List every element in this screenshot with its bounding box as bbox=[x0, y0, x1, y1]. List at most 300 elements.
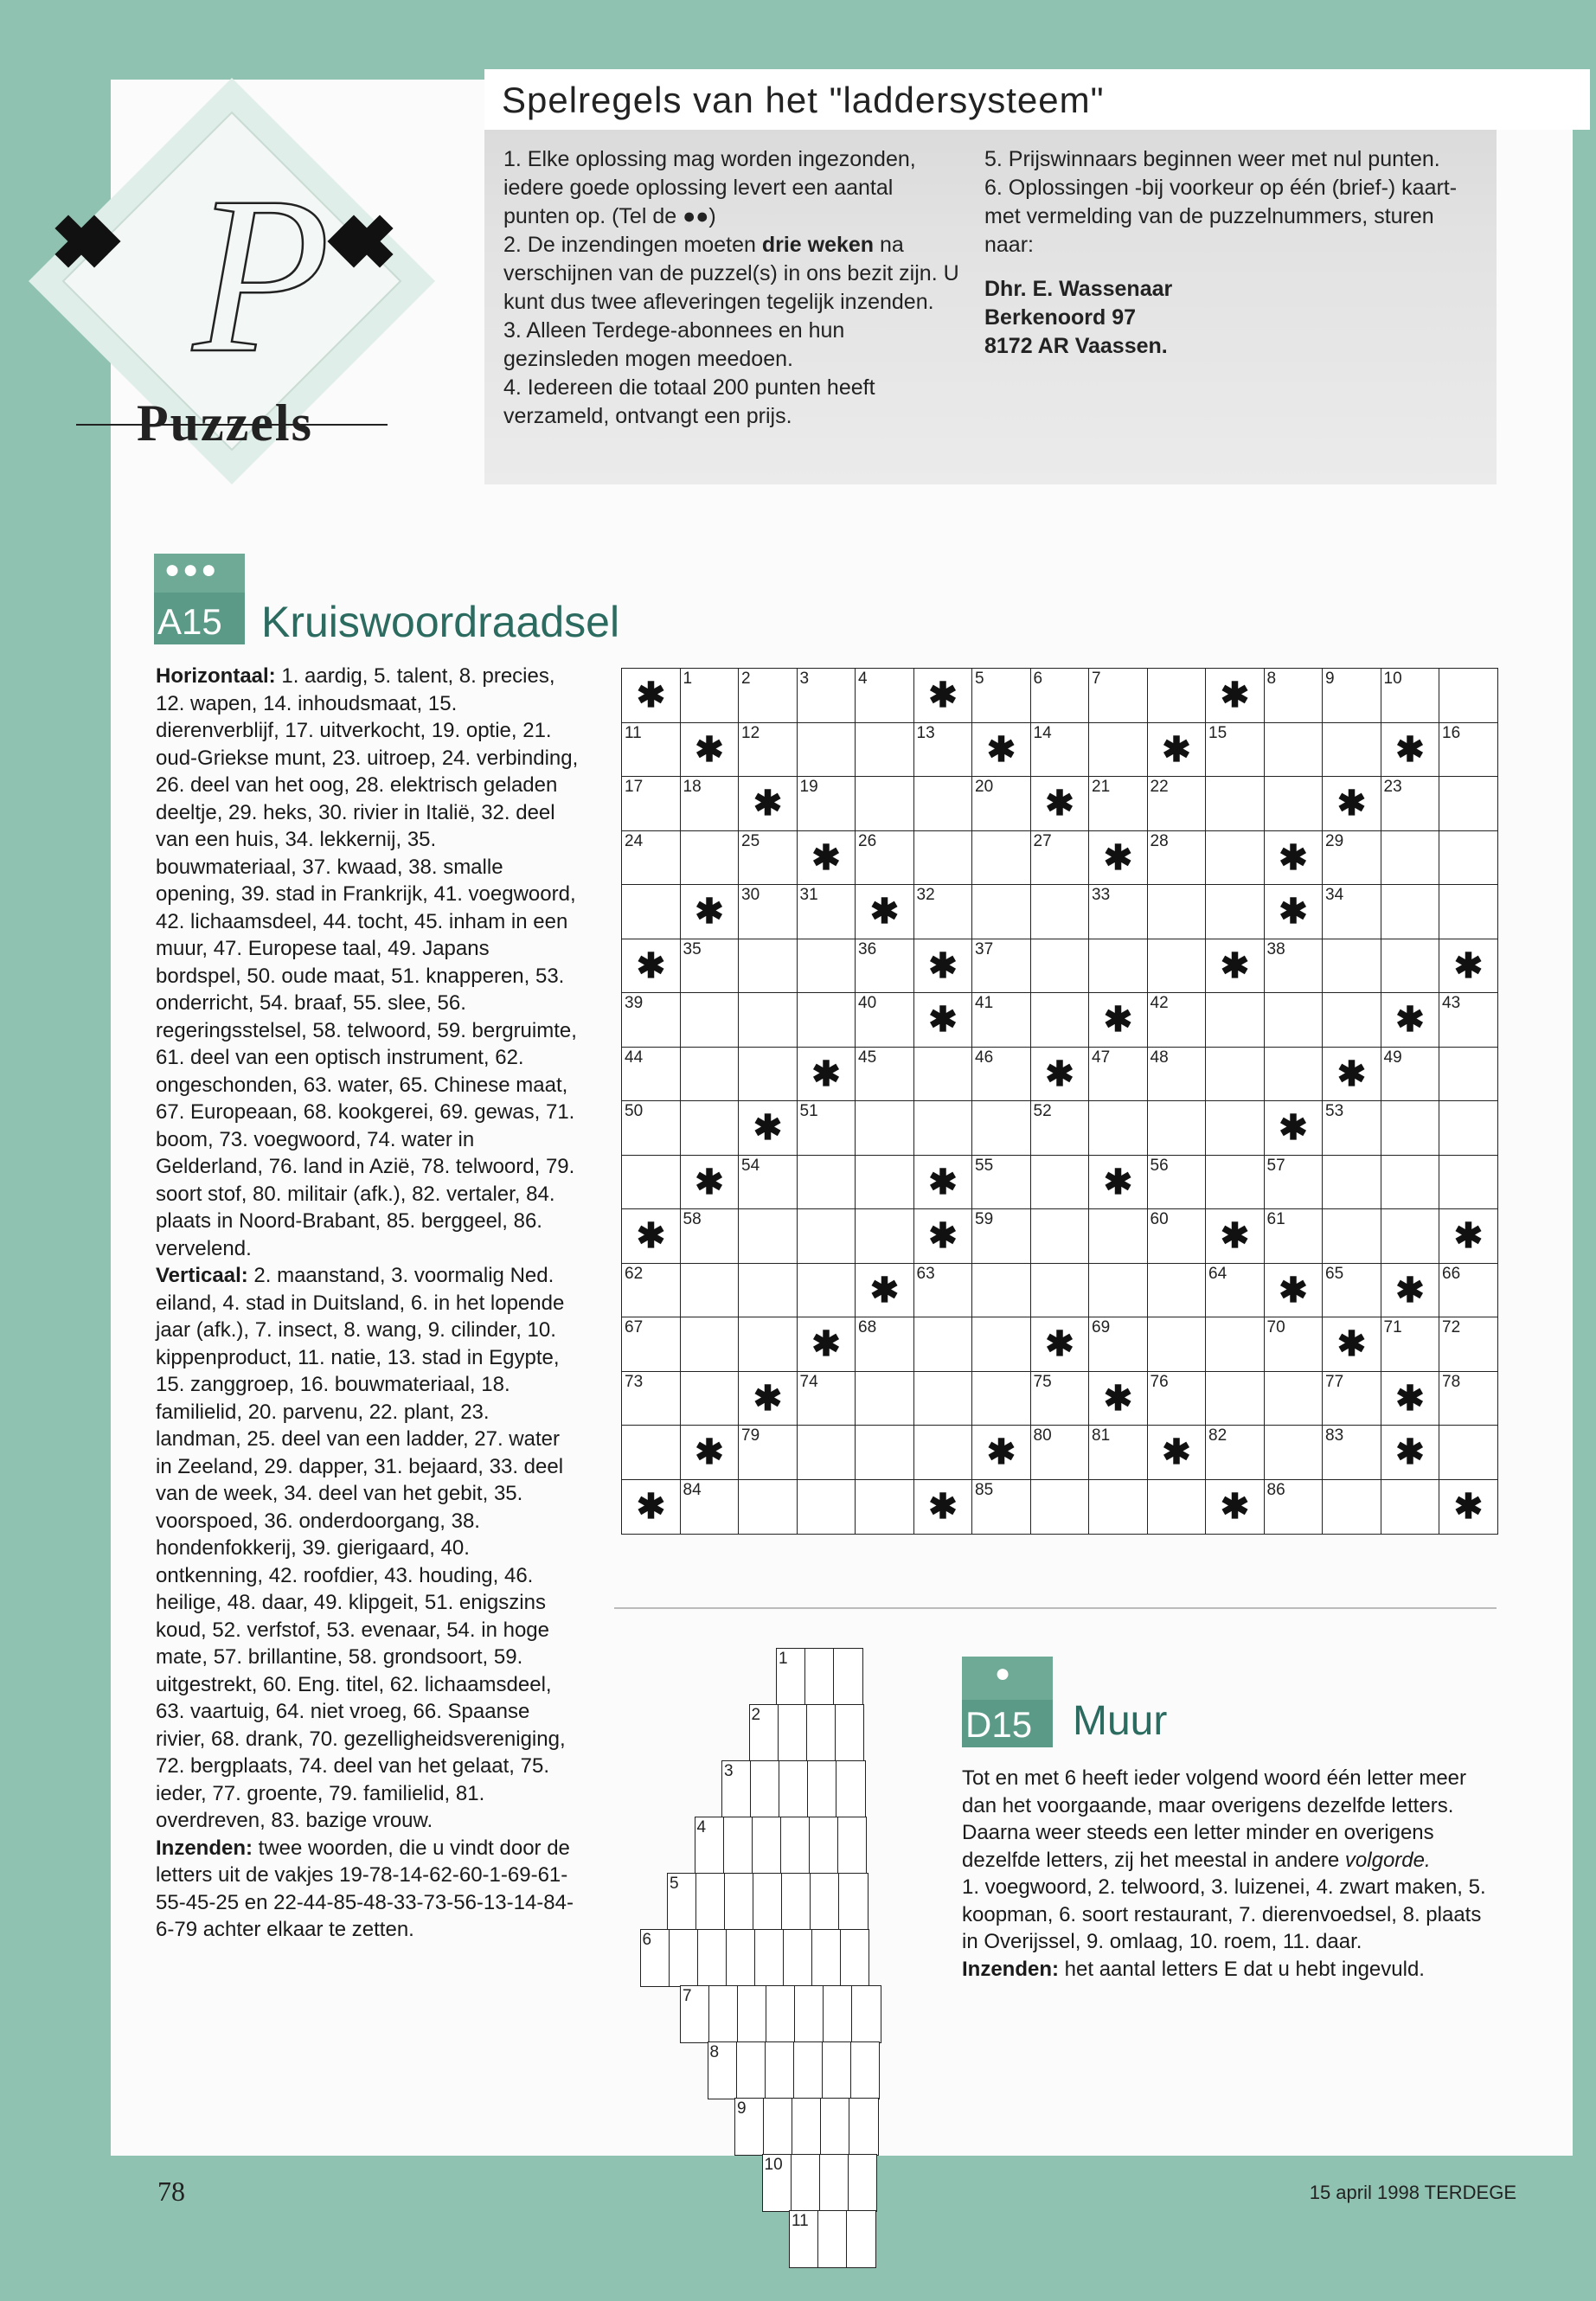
grid-cell bbox=[1439, 1155, 1498, 1210]
grid-cell bbox=[1439, 939, 1498, 994]
grid-cell bbox=[1088, 1371, 1148, 1426]
grid-cell bbox=[855, 884, 914, 939]
d15-clues: 1. voegwoord, 2. telwoord, 3. luizenei, 4. zwart maken, 5. koopman, 6. soort restaurant, 7. dierenvoedsel, 8. plaats in Overijssel, 9. omlaag, 10. roem, 11. daar. bbox=[962, 1875, 1486, 1953]
d15-instructions: Tot en met 6 heeft ieder volgend woord één letter meer dan het voorgaande, maar overigens dezelfde letters. Daarna weer steeds een letter minder en overigens dezelfde letters, zij het meestal in andere volgorde. 1. voegwoord, 2. telwoord, 3. luizenei, 4. zwart maken, 5. koopman, 6. soort restaurant, 7. dierenvoedsel, 8. plaats in Overijssel, 9. omlaag, 10. roem, 11. daar. Inzenden: het aantal letters E dat u hebt ingevuld. bbox=[962, 1766, 1486, 1981]
block-star-icon: ✱ bbox=[636, 1217, 666, 1255]
rule-dots: ●● bbox=[683, 204, 709, 228]
grid-cell bbox=[971, 776, 1031, 831]
block-star-icon: ✱ bbox=[1103, 1001, 1133, 1039]
grid-cell bbox=[1147, 1047, 1207, 1102]
cell-number: 24 bbox=[625, 831, 644, 850]
grid-cell bbox=[797, 1208, 856, 1264]
grid-cell bbox=[1322, 1317, 1381, 1372]
d15-difficulty-dots: ● bbox=[995, 1659, 1011, 1688]
grid-cell bbox=[621, 1100, 681, 1156]
grid-cell bbox=[1088, 1317, 1148, 1372]
grid-cell bbox=[855, 722, 914, 778]
grid-cell bbox=[1439, 1263, 1498, 1318]
grid-cell bbox=[1264, 1155, 1324, 1210]
wall-brick bbox=[848, 2154, 878, 2212]
grid-cell bbox=[1030, 1479, 1090, 1535]
grid-cell bbox=[1322, 830, 1381, 886]
grid-cell bbox=[1030, 1047, 1090, 1102]
wall-brick bbox=[840, 1929, 870, 1987]
grid-cell bbox=[1439, 992, 1498, 1048]
wall-row-number: 3 bbox=[724, 1762, 734, 1780]
cell-number: 4 bbox=[858, 670, 868, 688]
grid-cell bbox=[1381, 1263, 1440, 1318]
cell-number: 13 bbox=[916, 723, 935, 742]
grid-cell bbox=[1147, 1425, 1207, 1480]
grid-cell bbox=[1264, 830, 1324, 886]
cell-number: 57 bbox=[1266, 1156, 1285, 1175]
cell-number: 84 bbox=[683, 1480, 702, 1499]
grid-cell bbox=[1264, 884, 1324, 939]
cell-number: 33 bbox=[1092, 886, 1111, 904]
grid-cell bbox=[1147, 1479, 1207, 1535]
block-star-icon: ✱ bbox=[986, 1433, 1016, 1471]
grid-cell bbox=[1264, 1317, 1324, 1372]
block-star-icon: ✱ bbox=[1103, 838, 1133, 877]
cell-number: 9 bbox=[1325, 670, 1335, 688]
wall-brick bbox=[820, 2098, 850, 2156]
cell-number: 73 bbox=[625, 1372, 644, 1391]
grid-cell bbox=[1030, 668, 1090, 723]
block-star-icon: ✱ bbox=[928, 1217, 958, 1255]
grid-cell bbox=[738, 776, 798, 831]
cell-number: 72 bbox=[1442, 1318, 1461, 1336]
grid-cell bbox=[1088, 830, 1148, 886]
grid-cell bbox=[913, 1425, 973, 1480]
cell-number: 6 bbox=[1033, 670, 1043, 688]
rule-3: 3. Alleen Terdege-abonnees en hun gezinsleden mogen meedoen. bbox=[503, 318, 845, 371]
wall-brick bbox=[837, 1817, 868, 1875]
wall-brick bbox=[836, 1760, 866, 1818]
block-star-icon: ✱ bbox=[1279, 1271, 1308, 1310]
grid-cell bbox=[738, 1425, 798, 1480]
cell-number: 56 bbox=[1150, 1156, 1169, 1175]
block-star-icon: ✱ bbox=[1453, 946, 1484, 985]
cell-number: 39 bbox=[625, 994, 644, 1012]
wall-row-number: 11 bbox=[792, 2212, 809, 2230]
wall-brick bbox=[723, 1817, 753, 1875]
grid-cell bbox=[855, 1425, 914, 1480]
grid-cell bbox=[797, 830, 856, 886]
grid-cell bbox=[1322, 992, 1381, 1048]
block-star-icon: ✱ bbox=[1336, 1325, 1367, 1363]
wall-brick bbox=[750, 1760, 780, 1818]
grid-cell bbox=[913, 776, 973, 831]
grid-cell bbox=[1381, 884, 1440, 939]
wall-brick bbox=[810, 1873, 840, 1931]
grid-cell bbox=[971, 1208, 1031, 1264]
grid-cell bbox=[797, 939, 856, 994]
d15-title: Muur bbox=[1073, 1698, 1168, 1744]
wall-brick bbox=[765, 2041, 795, 2099]
wall-brick bbox=[822, 2041, 852, 2099]
grid-cell bbox=[1147, 830, 1207, 886]
wall-brick bbox=[804, 1648, 835, 1706]
grid-cell bbox=[797, 776, 856, 831]
cell-number: 48 bbox=[1150, 1048, 1169, 1067]
wall-brick bbox=[833, 1648, 863, 1706]
cell-number: 18 bbox=[683, 778, 702, 796]
grid-cell bbox=[971, 1263, 1031, 1318]
wall-brick bbox=[708, 1985, 739, 2043]
rule-1: 1. Elke oplossing mag worden ingezonden, iedere goede oplossing levert een aantal punten op. (Tel de ●●) bbox=[503, 147, 916, 228]
cell-number: 11 bbox=[625, 723, 642, 742]
grid-cell bbox=[1264, 1371, 1324, 1426]
wall-brick bbox=[835, 1704, 865, 1762]
cell-number: 12 bbox=[741, 723, 760, 742]
grid-cell bbox=[1439, 1100, 1498, 1156]
wall-brick bbox=[807, 1760, 837, 1818]
cell-number: 75 bbox=[1033, 1372, 1052, 1391]
cell-number: 79 bbox=[741, 1426, 760, 1445]
grid-cell bbox=[1381, 1425, 1440, 1480]
grid-cell bbox=[913, 722, 973, 778]
cell-number: 46 bbox=[975, 1048, 994, 1067]
block-star-icon: ✱ bbox=[1336, 785, 1367, 823]
grid-cell bbox=[1439, 1371, 1498, 1426]
block-star-icon: ✱ bbox=[1279, 838, 1308, 877]
block-star-icon: ✱ bbox=[928, 1001, 958, 1039]
grid-cell bbox=[680, 776, 740, 831]
address bbox=[984, 275, 1486, 361]
wall-brick bbox=[783, 1929, 813, 1987]
grid-cell bbox=[738, 1479, 798, 1535]
cell-number: 51 bbox=[799, 1102, 818, 1120]
grid-cell bbox=[1030, 1208, 1090, 1264]
block-star-icon: ✱ bbox=[928, 1163, 958, 1202]
rule-6: 6. Oplossingen -bij voorkeur op één (brief-) kaart- met vermelding van de puzzelnummers, sturen naar: bbox=[984, 176, 1458, 257]
cell-number: 74 bbox=[799, 1372, 818, 1391]
vertical-clues: 2. maanstand, 3. voormalig Ned. eiland, 4. stad in Duitsland, 6. in het lopende jaar (afk.), 7. insect, 8. wang, 9. cilinder, 10. kippenproduct, 11. natie, 13. stad in Egypte, 15. zanggroep, 16. bouwmateriaal, 18. familielid, 20. parvenu, 22. plant, 23. landman, 25. deel van een ladder, 27. water in Zeeland, 29. dapper, 31. bejaard, 33. deel van de week, 34. deel van het gebit, 35. voorspoed, 36. onderdoorgang, 38. hondenfokkerij, 39. gierigaard, 40. ontkenning, 42. roofdier, 43. houding, 46. heilige, 48. daar, 49. klipgeit, 51. enigszins koud, 52. verfstof, 53. evenaar, 54. in hoge mate, 57. brillantine, 58. grondsoort, 59. uitgestrekt, 60. Eng. titel, 62. lichaamsdeel, 63. vaartuig, 64. niet vroeg, 66. Spaanse rivier, 68. drank, 70. gezelligheidsvereniging, 72. bergplaats, 74. deel van het gelaat, 75. ieder, 77. groente, 79. familielid, 81. overdreven, 83. bazige vrouw. bbox=[156, 1264, 566, 1832]
grid-cell bbox=[680, 830, 740, 886]
address-city: 8172 AR Vaassen. bbox=[984, 334, 1168, 358]
section-divider bbox=[614, 1607, 1497, 1609]
grid-cell bbox=[1205, 1371, 1265, 1426]
cell-number: 81 bbox=[1092, 1426, 1111, 1445]
block-star-icon: ✱ bbox=[1279, 1109, 1308, 1147]
grid-cell bbox=[680, 1425, 740, 1480]
grid-cell bbox=[621, 1047, 681, 1102]
grid-cell bbox=[913, 884, 973, 939]
a15-code: A15 bbox=[157, 601, 222, 642]
cell-number: 78 bbox=[1442, 1372, 1461, 1391]
grid-cell bbox=[971, 722, 1031, 778]
grid-cell bbox=[913, 1208, 973, 1264]
grid-cell bbox=[1030, 1100, 1090, 1156]
wall-brick bbox=[792, 2098, 822, 2156]
grid-cell bbox=[680, 939, 740, 994]
grid-cell bbox=[797, 1425, 856, 1480]
block-star-icon: ✱ bbox=[1395, 1001, 1425, 1039]
wall-brick bbox=[766, 1985, 796, 2043]
wall-brick bbox=[752, 1817, 782, 1875]
grid-cell bbox=[680, 1047, 740, 1102]
grid-cell bbox=[1439, 1317, 1498, 1372]
grid-cell bbox=[1439, 1479, 1498, 1535]
d15-submit-text: het aantal letters E dat u hebt ingevuld. bbox=[1064, 1957, 1425, 1981]
grid-cell bbox=[1381, 1371, 1440, 1426]
wall-brick bbox=[809, 1817, 839, 1875]
rules-right-column bbox=[984, 145, 1486, 361]
grid-cell bbox=[971, 1479, 1031, 1535]
grid-cell bbox=[680, 722, 740, 778]
block-star-icon: ✱ bbox=[695, 1433, 724, 1471]
wall-brick bbox=[811, 1929, 842, 1987]
cell-number: 82 bbox=[1208, 1426, 1227, 1445]
grid-cell bbox=[680, 1479, 740, 1535]
logo-text: Puzzels bbox=[137, 394, 313, 452]
cell-number: 85 bbox=[975, 1480, 994, 1499]
grid-cell bbox=[855, 939, 914, 994]
cell-number: 40 bbox=[858, 994, 877, 1012]
wall-brick bbox=[736, 2041, 766, 2099]
wall-brick bbox=[726, 1929, 756, 1987]
wall-brick bbox=[754, 1929, 785, 1987]
block-star-icon: ✱ bbox=[1103, 1163, 1133, 1202]
cell-number: 16 bbox=[1442, 723, 1461, 742]
cell-number: 17 bbox=[625, 778, 644, 796]
grid-cell bbox=[1147, 668, 1207, 723]
cell-number: 47 bbox=[1092, 1048, 1111, 1067]
grid-cell bbox=[913, 1371, 973, 1426]
block-star-icon: ✱ bbox=[1045, 1054, 1074, 1093]
grid-cell bbox=[1205, 1425, 1265, 1480]
block-star-icon: ✱ bbox=[986, 730, 1016, 769]
grid-cell bbox=[1088, 1155, 1148, 1210]
cell-number: 29 bbox=[1325, 831, 1344, 850]
grid-cell bbox=[1381, 1100, 1440, 1156]
grid-cell bbox=[680, 1371, 740, 1426]
grid-cell bbox=[797, 1100, 856, 1156]
grid-cell bbox=[1088, 668, 1148, 723]
cell-number: 68 bbox=[858, 1318, 877, 1336]
wall-brick bbox=[780, 1817, 811, 1875]
d15-intro: Tot en met 6 heeft ieder volgend woord één letter meer dan het voorgaande, maar overigens dezelfde letters. Daarna weer steeds een letter minder en overigens dezelfde letters, zij het meestal in andere bbox=[962, 1766, 1467, 1872]
grid-cell bbox=[738, 939, 798, 994]
cell-number: 3 bbox=[799, 670, 810, 688]
grid-cell bbox=[1381, 1479, 1440, 1535]
wall-row-number: 10 bbox=[764, 2156, 783, 2174]
grid-cell bbox=[855, 776, 914, 831]
wall-brick bbox=[851, 1985, 881, 2043]
cell-number: 1 bbox=[683, 670, 693, 688]
grid-cell bbox=[1439, 1425, 1498, 1480]
cell-number: 20 bbox=[975, 778, 994, 796]
grid-cell bbox=[797, 1479, 856, 1535]
cell-number: 44 bbox=[625, 1048, 644, 1067]
grid-cell bbox=[738, 1047, 798, 1102]
grid-cell bbox=[621, 1263, 681, 1318]
grid-cell bbox=[680, 668, 740, 723]
grid-cell bbox=[1147, 1371, 1207, 1426]
grid-cell bbox=[1205, 1479, 1265, 1535]
cell-number: 8 bbox=[1266, 670, 1277, 688]
wall-brick bbox=[794, 1985, 824, 2043]
block-star-icon: ✱ bbox=[753, 785, 783, 823]
grid-cell bbox=[971, 992, 1031, 1048]
grid-cell bbox=[1322, 1155, 1381, 1210]
grid-cell bbox=[855, 1155, 914, 1210]
svg-text:P: P bbox=[193, 151, 330, 400]
grid-cell bbox=[797, 1047, 856, 1102]
cell-number: 7 bbox=[1092, 670, 1101, 688]
cell-number: 30 bbox=[741, 886, 760, 904]
vertical-label: Verticaal: bbox=[156, 1264, 248, 1287]
cell-number: 2 bbox=[741, 670, 751, 688]
grid-cell bbox=[1030, 1155, 1090, 1210]
grid-cell bbox=[797, 1155, 856, 1210]
block-star-icon: ✱ bbox=[1395, 730, 1425, 769]
crossword-clues bbox=[156, 663, 580, 1944]
cell-number: 53 bbox=[1325, 1102, 1344, 1120]
grid-cell bbox=[680, 992, 740, 1048]
block-star-icon: ✱ bbox=[1453, 1217, 1484, 1255]
grid-cell bbox=[1147, 722, 1207, 778]
submit-label: Inzenden: bbox=[156, 1836, 253, 1860]
d15-submit-label: Inzenden: bbox=[962, 1957, 1059, 1981]
grid-cell bbox=[797, 1317, 856, 1372]
grid-cell bbox=[1264, 1208, 1324, 1264]
grid-cell bbox=[1264, 1100, 1324, 1156]
grid-cell bbox=[971, 884, 1031, 939]
cell-number: 26 bbox=[858, 831, 877, 850]
wall-brick bbox=[737, 1985, 767, 2043]
cell-number: 35 bbox=[683, 939, 702, 958]
block-star-icon: ✱ bbox=[636, 1487, 666, 1526]
wall-row-number: 4 bbox=[696, 1818, 707, 1836]
grid-cell bbox=[1030, 1317, 1090, 1372]
grid-cell bbox=[913, 992, 973, 1048]
grid-cell bbox=[1439, 722, 1498, 778]
cell-number: 62 bbox=[625, 1264, 644, 1283]
block-star-icon: ✱ bbox=[1336, 1054, 1367, 1093]
grid-cell bbox=[1322, 884, 1381, 939]
grid-cell bbox=[1381, 668, 1440, 723]
wall-brick bbox=[695, 1873, 726, 1931]
grid-cell bbox=[913, 1155, 973, 1210]
grid-cell bbox=[738, 668, 798, 723]
grid-cell bbox=[1322, 1425, 1381, 1480]
grid-cell bbox=[738, 1208, 798, 1264]
block-star-icon: ✱ bbox=[928, 946, 958, 985]
grid-cell bbox=[1205, 939, 1265, 994]
block-star-icon: ✱ bbox=[1220, 1217, 1250, 1255]
wall-row-number: 5 bbox=[670, 1875, 679, 1893]
block-star-icon: ✱ bbox=[1045, 1325, 1074, 1363]
block-star-icon: ✱ bbox=[811, 1325, 841, 1363]
grid-cell bbox=[1381, 939, 1440, 994]
grid-cell bbox=[1264, 1479, 1324, 1535]
block-star-icon: ✱ bbox=[1220, 676, 1250, 715]
grid-cell bbox=[621, 722, 681, 778]
grid-cell bbox=[621, 1371, 681, 1426]
grid-cell bbox=[738, 1155, 798, 1210]
grid-cell bbox=[971, 1425, 1031, 1480]
horizontal-label: Horizontaal: bbox=[156, 664, 276, 688]
block-star-icon: ✱ bbox=[928, 1487, 958, 1526]
grid-cell bbox=[1322, 939, 1381, 994]
grid-cell bbox=[621, 830, 681, 886]
grid-cell bbox=[1030, 884, 1090, 939]
wall-brick bbox=[697, 1929, 727, 1987]
d15-code: D15 bbox=[965, 1704, 1033, 1745]
grid-cell bbox=[1264, 1425, 1324, 1480]
wall-brick bbox=[793, 2041, 824, 2099]
cell-number: 86 bbox=[1266, 1480, 1285, 1499]
cell-number: 34 bbox=[1325, 886, 1344, 904]
cell-number: 21 bbox=[1092, 778, 1111, 796]
grid-cell bbox=[1322, 668, 1381, 723]
block-star-icon: ✱ bbox=[1045, 785, 1074, 823]
cell-number: 66 bbox=[1442, 1264, 1461, 1283]
grid-cell bbox=[1205, 1155, 1265, 1210]
grid-cell bbox=[797, 1371, 856, 1426]
grid-cell bbox=[1322, 1263, 1381, 1318]
cell-number: 54 bbox=[741, 1156, 760, 1175]
grid-cell bbox=[680, 1263, 740, 1318]
grid-cell bbox=[971, 1100, 1031, 1156]
grid-cell bbox=[1205, 1047, 1265, 1102]
cell-number: 25 bbox=[741, 831, 760, 850]
cell-number: 59 bbox=[975, 1210, 994, 1228]
wall-row-number: 2 bbox=[751, 1706, 761, 1724]
grid-cell bbox=[1030, 1425, 1090, 1480]
cell-number: 60 bbox=[1150, 1210, 1169, 1228]
cell-number: 83 bbox=[1325, 1426, 1344, 1445]
grid-cell bbox=[797, 722, 856, 778]
grid-cell bbox=[1147, 776, 1207, 831]
grid-cell bbox=[971, 830, 1031, 886]
rule-5: 5. Prijswinnaars beginnen weer met nul punten. bbox=[984, 147, 1440, 171]
grid-cell bbox=[680, 1208, 740, 1264]
grid-cell bbox=[738, 830, 798, 886]
grid-cell bbox=[1030, 776, 1090, 831]
grid-cell bbox=[855, 1371, 914, 1426]
cell-number: 42 bbox=[1150, 994, 1169, 1012]
wall-brick bbox=[849, 2098, 879, 2156]
grid-cell bbox=[1381, 830, 1440, 886]
grid-cell bbox=[855, 830, 914, 886]
grid-cell bbox=[738, 722, 798, 778]
grid-cell bbox=[1030, 1371, 1090, 1426]
grid-cell bbox=[1205, 992, 1265, 1048]
grid-cell bbox=[1205, 668, 1265, 723]
grid-cell bbox=[971, 1047, 1031, 1102]
grid-cell bbox=[1088, 1479, 1148, 1535]
grid-cell bbox=[738, 884, 798, 939]
block-star-icon: ✱ bbox=[1279, 893, 1308, 931]
block-star-icon: ✱ bbox=[1453, 1487, 1484, 1526]
grid-cell bbox=[1030, 830, 1090, 886]
block-star-icon: ✱ bbox=[636, 946, 666, 985]
grid-cell bbox=[1088, 1100, 1148, 1156]
grid-cell bbox=[1322, 1371, 1381, 1426]
grid-cell bbox=[1088, 992, 1148, 1048]
cell-number: 58 bbox=[683, 1210, 702, 1228]
grid-cell bbox=[1205, 884, 1265, 939]
grid-cell bbox=[1439, 776, 1498, 831]
cell-number: 70 bbox=[1266, 1318, 1285, 1336]
cell-number: 5 bbox=[975, 670, 984, 688]
grid-cell bbox=[913, 668, 973, 723]
wall-brick bbox=[819, 2154, 849, 2212]
grid-cell bbox=[1205, 1263, 1265, 1318]
grid-cell bbox=[1322, 722, 1381, 778]
